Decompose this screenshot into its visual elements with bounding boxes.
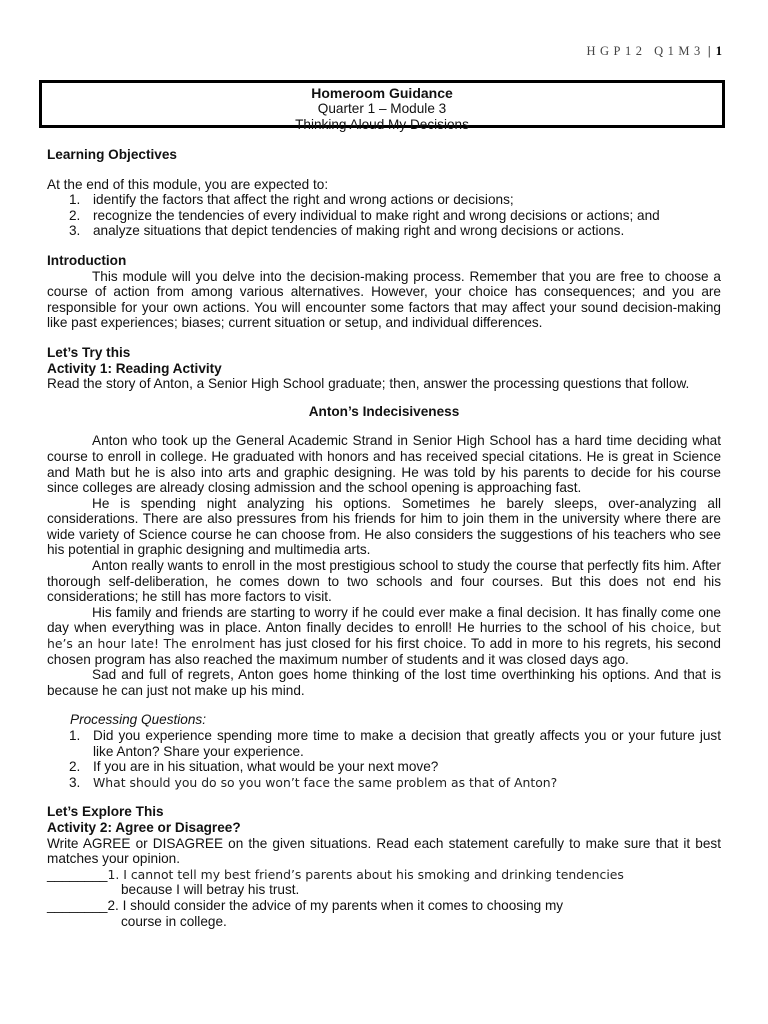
objectives-list (47, 192, 721, 239)
item-number: 1. (69, 728, 81, 743)
item-text: Did you experience spending more time to make a decision that greatly affects you or your future just like Anton? Share your experience. (93, 728, 721, 759)
list-item (47, 728, 721, 759)
list-item (47, 775, 721, 791)
answer-blank[interactable]: ________ (47, 866, 108, 882)
statement-text: 2. I should consider the advice of my parents when it comes to choosing my (107, 897, 564, 913)
statement-text: 1. I cannot tell my best friend’s parents about his smoking and drinking tendencies (107, 866, 624, 882)
answer-blank[interactable]: ________ (47, 897, 108, 913)
item-text: recognize the tendencies of every individual to make right and wrong decisions or actions; and (93, 207, 660, 223)
story-text-alt: choice, but he’s an hour late! The enrolment (47, 620, 721, 652)
processing-questions-heading: Processing Questions: (70, 712, 207, 728)
story-paragraph: Anton who took up the General Academic Strand in Senior High School has a hard time deciding what course to enroll in college. He graduated with honors and has received special citations. He is great in Science and Math but he is also into arts and graphic designing. He was told by his parents to decide for his course since colleges are already closing admission and the school opening is approaching fast. (47, 433, 721, 496)
list-item (47, 192, 721, 208)
story-paragraph: Sad and full of regrets, Anton goes home thinking of the lost time overthinking his options. And that is because he can just not make up his mind. (47, 667, 721, 698)
document-quarter: Quarter 1 – Module 3 (317, 101, 447, 116)
item-text: identify the factors that affect the right and wrong actions or decisions; (93, 192, 514, 208)
story-paragraph: Anton really wants to enroll in the most prestigious school to study the course that perfectly fits him. After thorough self-deliberation, he comes down to two schools and four courses. But this does not end his considerations; he still has more factors to visit. (47, 558, 721, 605)
story-paragraph: He is spending night analyzing his options. Sometimes he barely sleeps, over-analyzing all considerations. There are also pressures from his friends for him to join them in the university where there are wide variety of Science course he can choose from. He also considers the suggestions of his teachers who see his potential in graphic designing and multimedia arts. (47, 495, 721, 558)
activity1-instruction: Read the story of Anton, a Senior High School graduate; then, answer the processing questions that follow. (47, 376, 690, 392)
activity1-heading: Activity 1: Reading Activity (47, 360, 222, 376)
lets-explore-heading: Let’s Explore This (47, 804, 164, 820)
document-body (47, 147, 721, 929)
header-separator: | (707, 44, 711, 58)
activity2-heading: Activity 2: Agree or Disagree? (47, 819, 241, 835)
statement-text-cont: because I will betray his trust. (121, 882, 300, 898)
agree-disagree-item (47, 898, 721, 929)
page-header (586, 44, 722, 59)
processing-questions-list (47, 728, 721, 790)
item-number: 2. (69, 207, 81, 223)
story-title: Anton’s Indecisiveness (308, 403, 460, 419)
activity2-instruction: Write AGREE or DISAGREE on the given situations. Read each statement carefully to make sure that it best matches your opinion. (47, 835, 721, 867)
item-number: 3. (69, 223, 81, 239)
story-text: has just closed for his first choice. To add in more to his regrets, his second chosen program has also reached the maximum number of students and it was closed days ago. (47, 636, 721, 667)
item-text: analyze situations that depict tendencies of making right and wrong decisions or actions. (93, 223, 625, 239)
list-item (47, 208, 721, 224)
lets-try-heading: Let’s Try this (47, 344, 131, 360)
statement-text-cont: course in college. (121, 913, 227, 929)
objectives-heading: Learning Objectives (47, 147, 177, 162)
agree-disagree-item (47, 867, 721, 898)
introduction-heading: Introduction (47, 252, 127, 268)
page-number: 1 (715, 44, 722, 58)
item-number: 2. (69, 759, 81, 775)
item-text: If you are in his situation, what would be your next move? (93, 759, 439, 775)
document-title: Homeroom Guidance (311, 85, 453, 101)
story-paragraph (47, 605, 721, 667)
list-item (47, 759, 721, 775)
objectives-intro: At the end of this module, you are expected to: (47, 176, 329, 192)
module-code: HGP12 Q1M3 (586, 44, 705, 58)
title-box (39, 80, 725, 132)
story-text: His family and friends are starting to worry if he could ever make a final decision. It has finally come one day when everything was in place. Anton finally decides to enroll! He hurries to the school of his (47, 604, 721, 636)
introduction-text: This module will you delve into the decision-making process. Remember that you are free to choose a course of action from among various alternatives. However, your choice has consequences; and you are responsible for your own actions. You will encounter some factors that may affect your sound decision-making like past experiences; biases; current situation or setup, and individual differences. (47, 268, 721, 331)
list-item (47, 223, 721, 239)
document-subtitle: Thinking Aloud My Decisions (295, 117, 469, 132)
item-number: 3. (69, 774, 81, 790)
item-number: 1. (69, 192, 81, 208)
item-text: What should you do so you won’t face the same problem as that of Anton? (93, 774, 558, 790)
